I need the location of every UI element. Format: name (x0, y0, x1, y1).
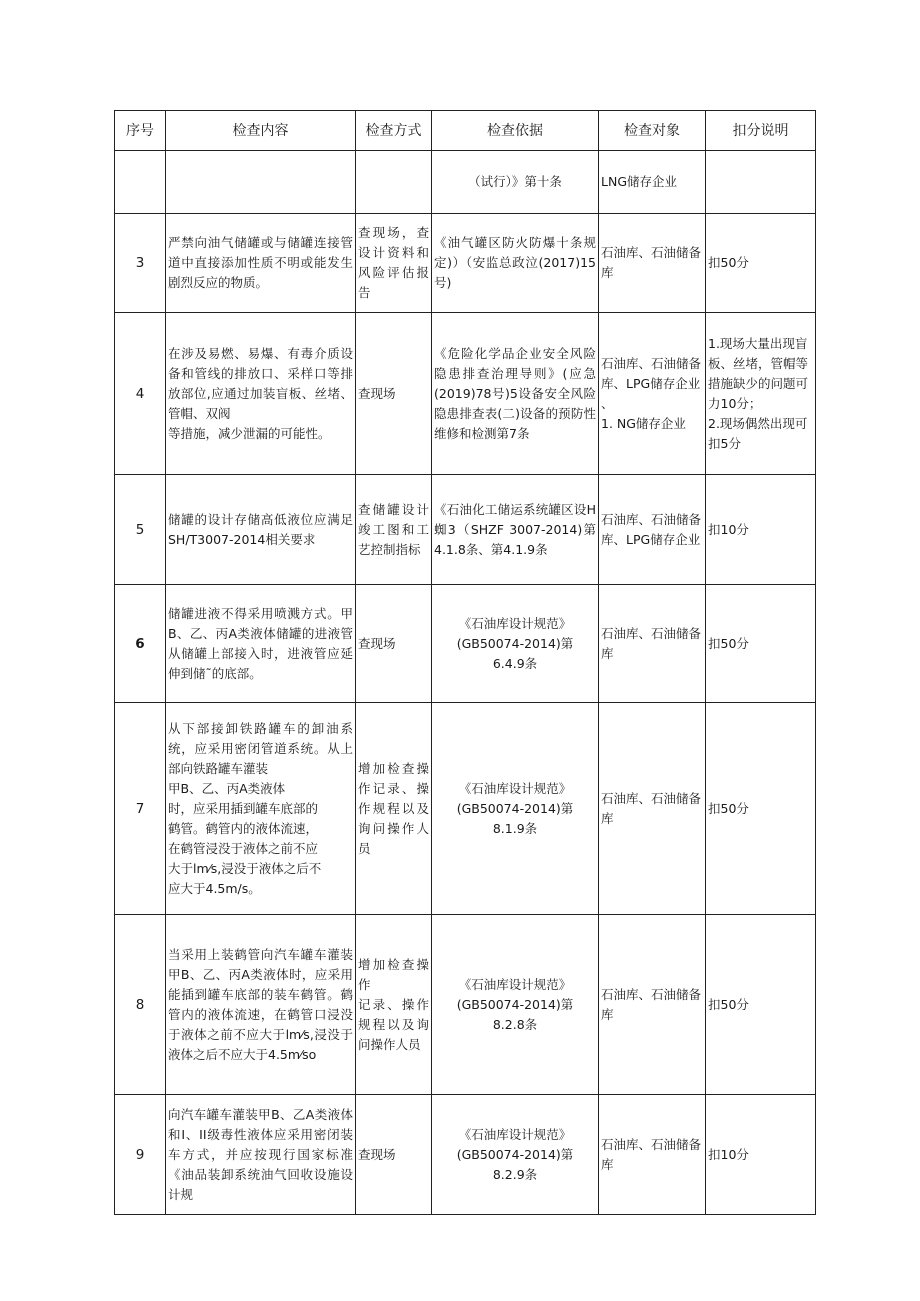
row-basis: （试行）》第十条 (432, 151, 599, 214)
row-number: 8 (115, 915, 166, 1095)
row-number (115, 151, 166, 214)
row-object: LNG储存企业 (599, 151, 706, 214)
row-deduction: 扣50分 (706, 585, 816, 703)
row-basis: 《石油化工储运系统罐区设H蜘3（SHZF 3007-2014)第4.1.8条、第4.1.9条 (432, 475, 599, 585)
row-content: 严禁向油气储罐或与储罐连接管道中直接添加性质不明或能发生剧烈反应的物质。 (166, 214, 356, 313)
row-content: 从下部接卸铁路罐车的卸油系统，应采用密闭管道系统。从上部向铁路罐车灌装 甲B、乙、丙A类液体 时，应采用插到罐车底部的 鹤管。鹤管内的液体流速， 在鹤管浸没于液体之前不应 大于lm⁄s,浸没于液体之后不 应大于4.5m/s。 (166, 703, 356, 915)
row-number: 9 (115, 1095, 166, 1215)
row-deduction: 扣10分 (706, 475, 816, 585)
row-object: 石油库、石油储备库 (599, 214, 706, 313)
table-row (115, 214, 816, 313)
row-basis: 《危险化学品企业安全风险隐患排查治理导则》(应急(2019)78号)5设备安全风险隐患排查表(二)设备的预防性维修和检测第7条 (432, 313, 599, 475)
row-method: 查现场，查设计资料和风险评估报告 (356, 214, 432, 313)
row-object: 石油库、石油储备库 (599, 915, 706, 1095)
row-content: 储罐的设计存储高低液位应满足SH/T3007-2014相关要求 (166, 475, 356, 585)
row-content: 当采用上装鹤管向汽车罐车灌装甲B、乙、丙A类液体时，应采用能插到罐车底部的装车鹤管。鹤管内的液体流速，在鹤管口浸没于液体之前不应大于lm⁄s,浸没于液体之后不应大于4.5m⁄so (166, 915, 356, 1095)
row-object: 石油库、石油储备库 (599, 585, 706, 703)
row-object: 石油库、石油储备库 (599, 1095, 706, 1215)
row-number: 6 (115, 585, 166, 703)
row-deduction (706, 151, 816, 214)
row-basis: 《石油库设计规范》 (GB50074-2014)第 6.4.9条 (432, 585, 599, 703)
table-row (115, 1095, 816, 1215)
row-number: 3 (115, 214, 166, 313)
table-row (115, 313, 816, 475)
row-basis: 《石油库设计规范》 (GB50074-2014)第 8.2.8条 (432, 915, 599, 1095)
row-number: 4 (115, 313, 166, 475)
row-content: 在涉及易燃、易爆、有毒介质设备和管线的排放口、采样口等排放部位,应通过加装盲板、丝堵、管帽、双阀 等措施，减少泄漏的可能性。 (166, 313, 356, 475)
header-inspection-method: 检查方式 (356, 111, 432, 151)
header-inspection-content: 检查内容 (166, 111, 356, 151)
row-method: 查现场 (356, 1095, 432, 1215)
table-header-row (115, 111, 816, 151)
row-method (356, 151, 432, 214)
row-method: 查现场 (356, 585, 432, 703)
row-method: 查现场 (356, 313, 432, 475)
header-inspection-basis: 检查依据 (432, 111, 599, 151)
header-serial-number: 序号 (115, 111, 166, 151)
header-inspection-object: 检查对象 (599, 111, 706, 151)
row-deduction: 1.现场大量出现盲板、丝堵，管帽等措施缺少的问题可力10分； 2.现场偶然出现可扣5分 (706, 313, 816, 475)
row-number: 7 (115, 703, 166, 915)
row-deduction: 扣10分 (706, 1095, 816, 1215)
table-row (115, 915, 816, 1095)
header-deduction-notes: 扣分说明 (706, 111, 816, 151)
row-content: 储罐进液不得采用喷溅方式。甲B、乙、丙A类液体储罐的进液管从储罐上部接入时，进液管应延伸到储˜的底部。 (166, 585, 356, 703)
row-basis: 《石油库设计规范》 (GB50074-2014)第 8.1.9条 (432, 703, 599, 915)
row-object: 石油库、石油储备库、LPG储存企业 、 1. NG储存企业 (599, 313, 706, 475)
row-basis: 《石油库设计规范》 (GB50074-2014)第 8.2.9条 (432, 1095, 599, 1215)
row-number: 5 (115, 475, 166, 585)
table-row (115, 585, 816, 703)
row-deduction: 扣50分 (706, 703, 816, 915)
row-method: 增加检查操作记录、操作规程以及询问操作人员 (356, 703, 432, 915)
row-object: 石油库、石油储备库 (599, 703, 706, 915)
inspection-table (114, 110, 816, 1215)
row-deduction: 扣50分 (706, 915, 816, 1095)
table-row (115, 151, 816, 214)
row-basis: 《油气罐区防火防爆十条规定)）（安监总政泣(2017)15号) (432, 214, 599, 313)
table-row (115, 475, 816, 585)
row-deduction: 扣50分 (706, 214, 816, 313)
table-row (115, 703, 816, 915)
row-object: 石油库、石油储备库、LPG储存企业 (599, 475, 706, 585)
row-content: 向汽车罐车灌装甲B、乙A类液体和I、II级毒性液体应采用密闭装车方式，并应按现行国家标准《油品装卸系统油气回收设施设计规 (166, 1095, 356, 1215)
row-method: 查储罐设计竣工图和工艺控制指标 (356, 475, 432, 585)
row-content (166, 151, 356, 214)
row-method: 增加检查操作 记录、操作规程以及询问操作人员 (356, 915, 432, 1095)
